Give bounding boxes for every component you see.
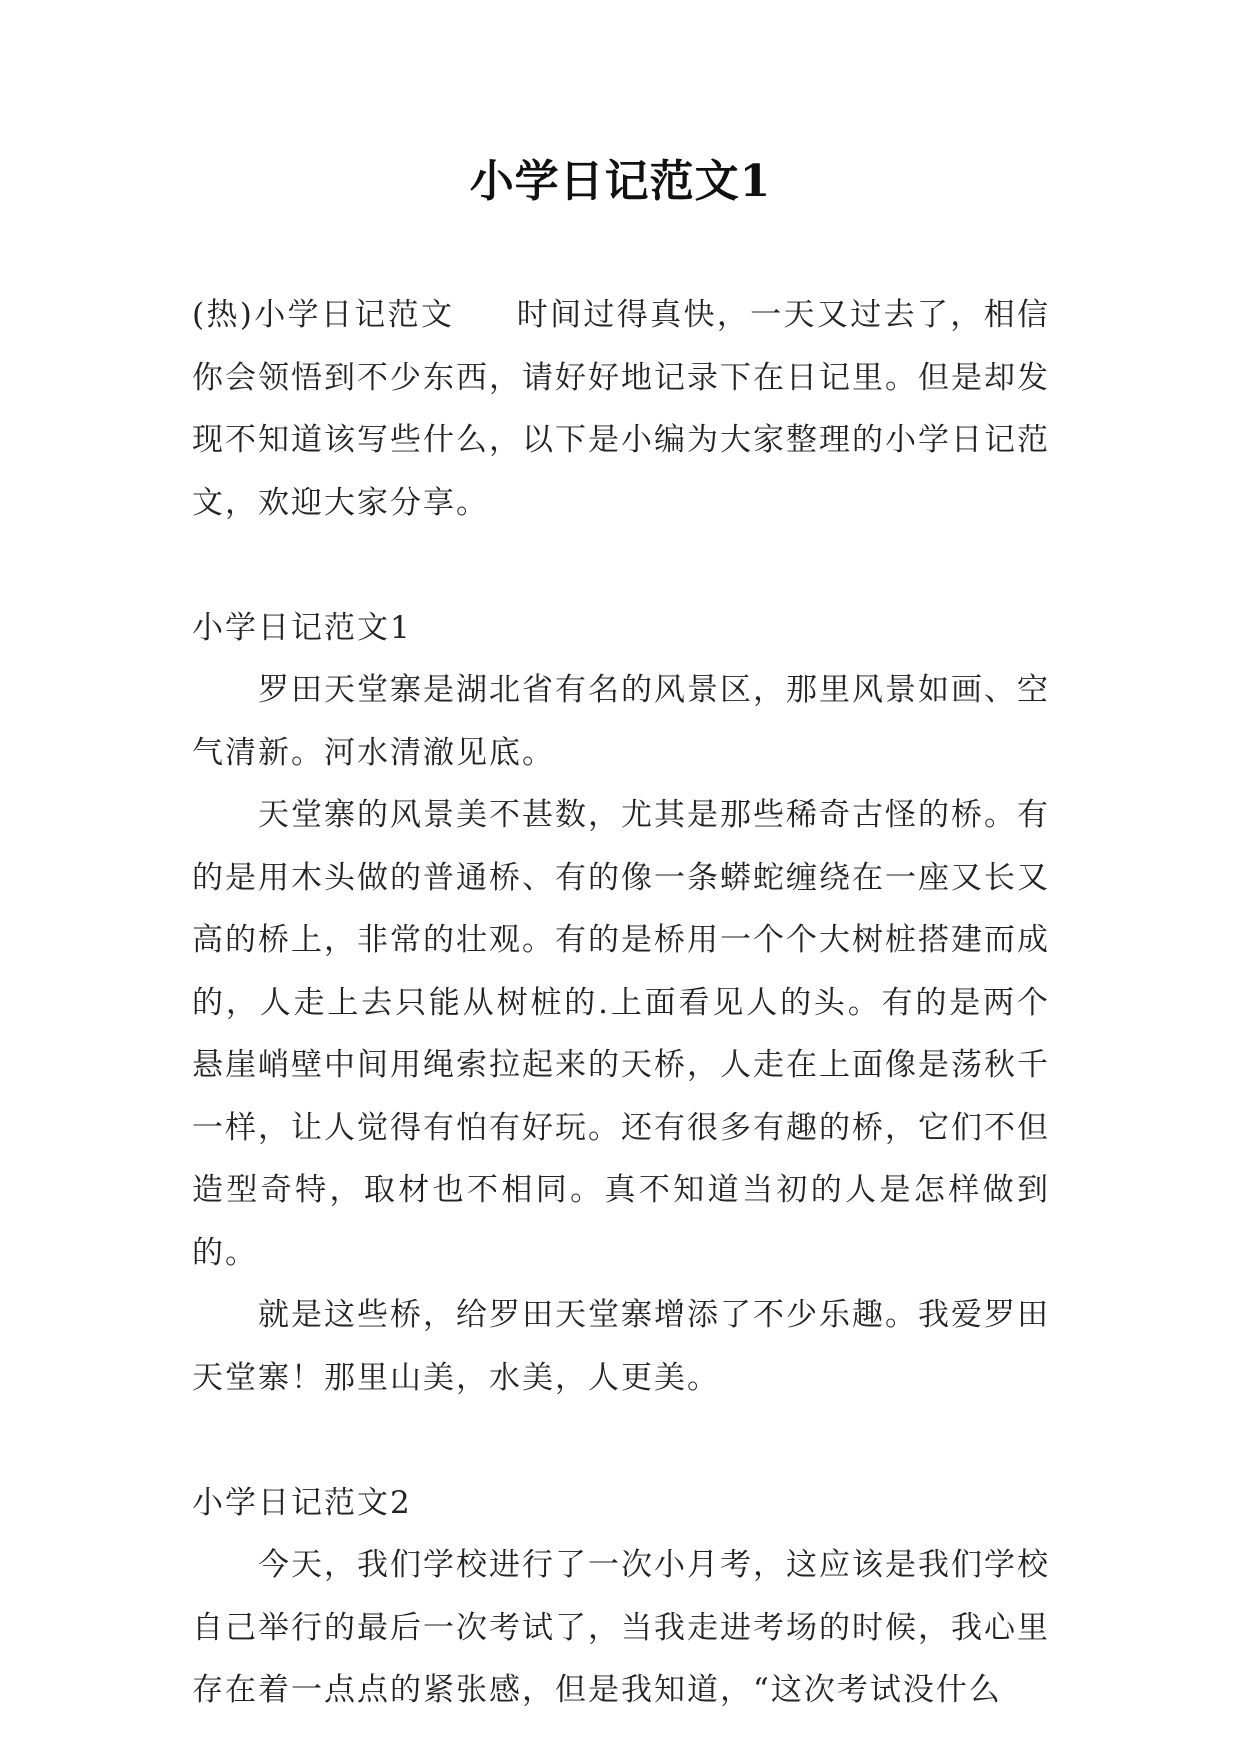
intro-text: 时间过得真快，一天又过去了，相信你会领悟到不少东西，请好好地记录下在日记里。但是却发现不知道该写些什么，以下是小编为大家整理的小学日记范文，欢迎大家分享。 (192, 297, 1050, 521)
document-title: 小学日记范文1 (469, 156, 772, 207)
paragraph-gap (192, 534, 1050, 597)
paragraph-gap (192, 1409, 1050, 1472)
intro-paragraph (192, 284, 1050, 534)
section-1-paragraph-1: 罗田天堂寨是湖北省有名的风景区，那里风景如画、空气清新。河水清澈见底。 (192, 672, 1050, 771)
intro-lead: (热)小学日记范文 (192, 297, 455, 333)
section-heading-2: 小学日记范文2 (192, 1484, 412, 1521)
section-1-paragraph-3: 就是这些桥，给罗田天堂寨增添了不少乐趣。我爱罗田天堂寨！那里山美，水美，人更美。 (192, 1297, 1050, 1396)
section-2-paragraph-1: 今天，我们学校进行了一次小月考，这应该是我们学校自己举行的最后一次考试了，当我走进考场的时候，我心里存在着一点点的紧张感，但是我知道，“这次考试没什么 (192, 1547, 1050, 1708)
document-body (192, 284, 1050, 1722)
section-heading-1: 小学日记范文1 (192, 609, 412, 646)
section-1-paragraph-2: 天堂寨的风景美不甚数，尤其是那些稀奇古怪的桥。有的是用木头做的普通桥、有的像一条蟒蛇缠绕在一座又长又高的桥上，非常的壮观。有的是桥用一个个大树桩搭建而成的，人走上去只能从树桩的.上面看见人的头。有的是两个悬崖峭壁中间用绳索拉起来的天桥，人走在上面像是荡秋千一样，让人觉得有怕有好玩。还有很多有趣的桥，它们不但造型奇特，取材也不相同。真不知道当初的人是怎样做到的。 (192, 797, 1050, 1271)
